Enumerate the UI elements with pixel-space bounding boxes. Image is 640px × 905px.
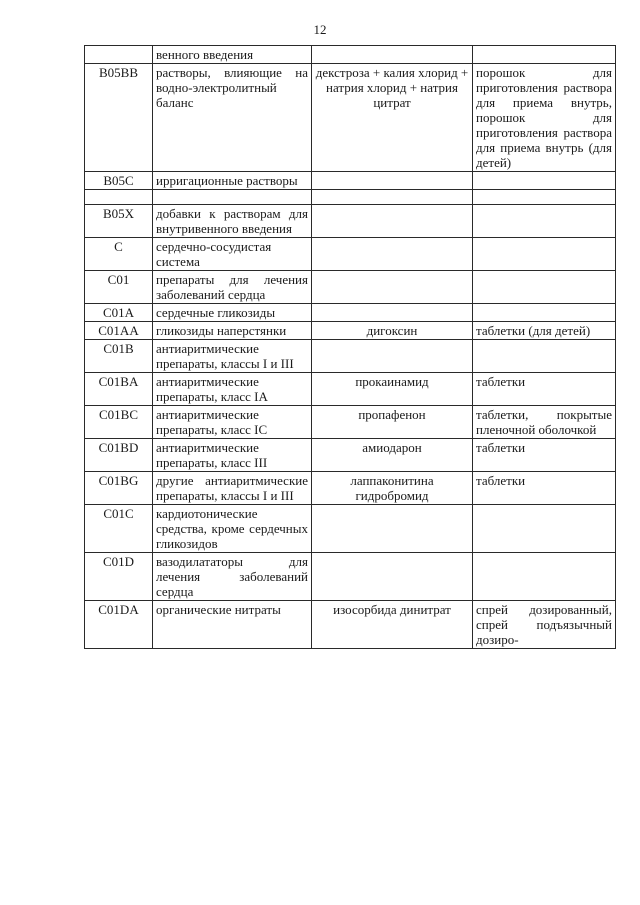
- group-cell: антиаритмические препараты, класс III: [153, 439, 312, 472]
- dosage-form-cell: таблетки: [473, 472, 616, 505]
- atc-code-cell: C01BD: [85, 439, 153, 472]
- atc-code-cell: [85, 190, 153, 205]
- table-row: [85, 172, 616, 190]
- drug-name-cell: [312, 46, 473, 64]
- dosage-form-cell: таблетки: [473, 373, 616, 406]
- drug-name-cell: [312, 505, 473, 553]
- atc-code-cell: B05BB: [85, 64, 153, 172]
- table-row: [85, 304, 616, 322]
- dosage-form-cell: [473, 271, 616, 304]
- atc-code-cell: C: [85, 238, 153, 271]
- dosage-form-cell: [473, 505, 616, 553]
- group-cell: ирригационные растворы: [153, 172, 312, 190]
- atc-code-cell: C01B: [85, 340, 153, 373]
- drug-name-cell: [312, 271, 473, 304]
- drug-name-cell: изосорбида динитрат: [312, 601, 473, 649]
- drug-name-cell: пропафенон: [312, 406, 473, 439]
- group-cell: добавки к растворам для внутривенного введения: [153, 205, 312, 238]
- group-cell: растворы, влияющие на водно-электролитный баланс: [153, 64, 312, 172]
- drug-name-cell: декстроза + калия хлорид + натрия хлорид + натрия цитрат: [312, 64, 473, 172]
- table-row: [85, 373, 616, 406]
- atc-code-cell: C01A: [85, 304, 153, 322]
- table-row: [85, 601, 616, 649]
- group-cell: антиаритмические препараты, класс IC: [153, 406, 312, 439]
- table-row: [85, 322, 616, 340]
- drug-name-cell: [312, 238, 473, 271]
- dosage-form-cell: [473, 553, 616, 601]
- table-row: [85, 439, 616, 472]
- atc-code-cell: C01BC: [85, 406, 153, 439]
- group-cell: препараты для лечения заболеваний сердца: [153, 271, 312, 304]
- atc-code-cell: C01BG: [85, 472, 153, 505]
- drug-name-cell: [312, 304, 473, 322]
- dosage-form-cell: [473, 238, 616, 271]
- drug-name-cell: [312, 340, 473, 373]
- table-row: [85, 505, 616, 553]
- atc-code-cell: C01DA: [85, 601, 153, 649]
- group-cell: антиаритмические препараты, класс IA: [153, 373, 312, 406]
- atc-code-cell: C01BA: [85, 373, 153, 406]
- table-row: [85, 472, 616, 505]
- dosage-form-cell: [473, 190, 616, 205]
- group-cell: антиаритмические препараты, классы I и III: [153, 340, 312, 373]
- drug-name-cell: прокаинамид: [312, 373, 473, 406]
- drug-name-cell: амиодарон: [312, 439, 473, 472]
- table-row: [85, 406, 616, 439]
- drug-name-cell: лаппаконитина гидробромид: [312, 472, 473, 505]
- group-cell: кардиотонические средства, кроме сердечных гликозидов: [153, 505, 312, 553]
- table-row: [85, 271, 616, 304]
- group-cell: [153, 190, 312, 205]
- drug-table: [84, 45, 616, 649]
- atc-code-cell: B05C: [85, 172, 153, 190]
- table-row: [85, 46, 616, 64]
- dosage-form-cell: таблетки (для детей): [473, 322, 616, 340]
- dosage-form-cell: таблетки, покрытые пленочной оболочкой: [473, 406, 616, 439]
- atc-code-cell: C01D: [85, 553, 153, 601]
- atc-code-cell: C01: [85, 271, 153, 304]
- atc-code-cell: C01AA: [85, 322, 153, 340]
- page-number: 12: [313, 22, 327, 37]
- dosage-form-cell: порошок для приготовления раствора для приема внутрь, порошок для приготовления раствора для приема внутрь (для детей): [473, 64, 616, 172]
- dosage-form-cell: [473, 304, 616, 322]
- group-cell: сердечные гликозиды: [153, 304, 312, 322]
- dosage-form-cell: [473, 340, 616, 373]
- table-row: [85, 64, 616, 172]
- drug-name-cell: [312, 553, 473, 601]
- dosage-form-cell: [473, 172, 616, 190]
- dosage-form-cell: [473, 46, 616, 64]
- drug-name-cell: [312, 190, 473, 205]
- atc-code-cell: B05X: [85, 205, 153, 238]
- group-cell: венного введения: [153, 46, 312, 64]
- table-row: [85, 553, 616, 601]
- atc-code-cell: C01C: [85, 505, 153, 553]
- table-row: [85, 205, 616, 238]
- drug-name-cell: дигоксин: [312, 322, 473, 340]
- group-cell: другие антиаритмические препараты, классы I и III: [153, 472, 312, 505]
- dosage-form-cell: спрей дозированный, спрей подъязычный дозиро-: [473, 601, 616, 649]
- dosage-form-cell: таблетки: [473, 439, 616, 472]
- group-cell: вазодилататоры для лечения заболеваний сердца: [153, 553, 312, 601]
- group-cell: органические нитраты: [153, 601, 312, 649]
- table-row: [85, 190, 616, 205]
- atc-code-cell: [85, 46, 153, 64]
- drug-name-cell: [312, 205, 473, 238]
- drug-name-cell: [312, 172, 473, 190]
- group-cell: гликозиды наперстянки: [153, 322, 312, 340]
- group-cell: сердечно-сосудистая система: [153, 238, 312, 271]
- table-row: [85, 340, 616, 373]
- table-row: [85, 238, 616, 271]
- dosage-form-cell: [473, 205, 616, 238]
